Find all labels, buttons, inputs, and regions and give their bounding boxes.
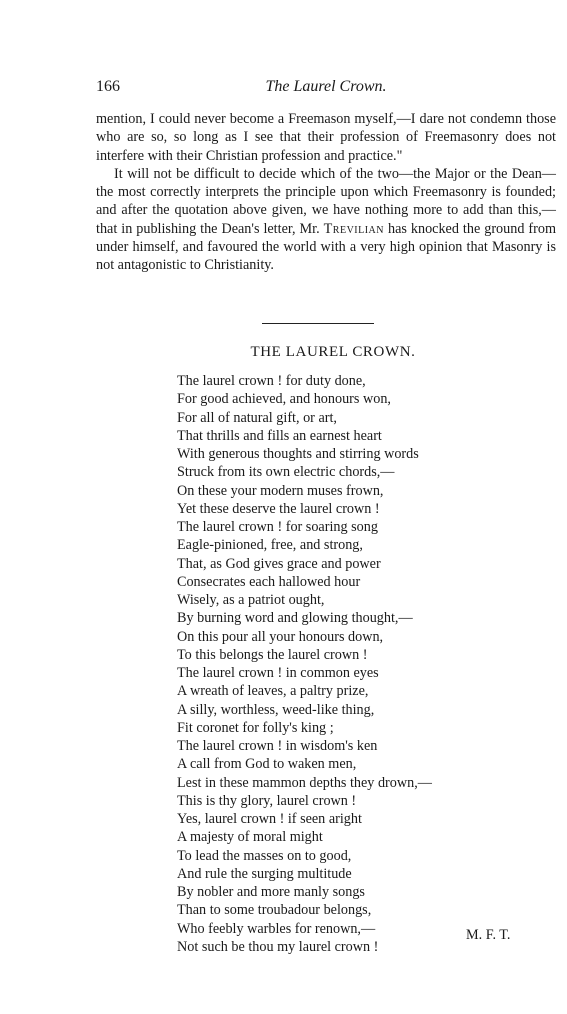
paragraph-continuation: mention, I could never become a Freemason myself,—I dare not condemn those who are so, so long as I see that their profession of Freemasonry does not interfere with their Christian profession and practice." bbox=[96, 111, 556, 164]
section-divider bbox=[262, 323, 374, 324]
poem-line: To this belongs the laurel crown ! bbox=[177, 646, 368, 663]
poem-signature: M. F. T. bbox=[466, 927, 511, 943]
person-name: Trevilian bbox=[323, 220, 385, 237]
poem-line: The laurel crown ! for duty done, bbox=[177, 373, 366, 389]
poem-line: The laurel crown ! in common eyes bbox=[177, 665, 379, 681]
page-header bbox=[96, 78, 556, 98]
poem-line: A silly, worthless, weed-like thing, bbox=[177, 701, 375, 718]
poem-line: Eagle-pinioned, free, and strong, bbox=[177, 537, 363, 554]
running-title: The Laurel Crown. bbox=[265, 78, 387, 95]
poem-line: A wreath of leaves, a paltry prize, bbox=[177, 683, 369, 700]
poem-line: To lead the masses on to good, bbox=[177, 847, 352, 864]
poem-line: By nobler and more manly songs bbox=[177, 884, 365, 900]
poem-line: Not such be thou my laurel crown ! bbox=[177, 938, 379, 955]
poem-line: On this pour all your honours down, bbox=[177, 628, 384, 645]
poem-title-text: THE LAUREL CROWN. bbox=[250, 344, 416, 360]
poem-line: That thrills and fills an earnest heart bbox=[177, 427, 382, 444]
poem-line: Lest in these mammon depths they drown,— bbox=[177, 774, 432, 791]
poem-line: A majesty of moral might bbox=[177, 829, 323, 846]
poem-line: On these your modern muses frown, bbox=[177, 482, 384, 499]
poem-line: This is thy glory, laurel crown ! bbox=[177, 792, 357, 809]
poem-line: Yet these deserve the laurel crown ! bbox=[177, 500, 380, 517]
poem-line: For all of natural gift, or art, bbox=[177, 409, 337, 426]
poem-line: And rule the surging multitude bbox=[177, 865, 352, 882]
poem-line: Yes, laurel crown ! if seen aright bbox=[177, 811, 362, 827]
poem-line: Wisely, as a patriot ought, bbox=[177, 592, 325, 608]
poem-line: A call from God to waken men, bbox=[177, 756, 357, 773]
poem-line: The laurel crown ! in wisdom's ken bbox=[177, 738, 378, 754]
poem-line: That, as God gives grace and power bbox=[177, 555, 381, 572]
poem-line: By burning word and glowing thought,— bbox=[177, 610, 413, 627]
prose-section bbox=[96, 110, 556, 275]
poem-body bbox=[177, 372, 517, 956]
poem-line: With generous thoughts and stirring words bbox=[177, 446, 419, 462]
poem-line: Who feebly warbles for renown,— bbox=[177, 920, 376, 937]
poem-line: For good achieved, and honours won, bbox=[177, 391, 391, 408]
paragraph-text-start: It will not be difficult to decide which of the two—the Major or the Dean—the most correctly interprets the principle upon which Freemasonry is founded; and after the quotation above given, we have nothing more to add than this,—that in publishing the Dean's letter, Mr. bbox=[96, 165, 556, 237]
paragraph-conclusion bbox=[96, 165, 556, 275]
poem-line: Than to some troubadour belongs, bbox=[177, 902, 372, 919]
poem-line: Consecrates each hallowed hour bbox=[177, 573, 361, 590]
poem-title bbox=[96, 344, 556, 361]
paragraph-text-end: has knocked the ground from under himself, and favoured the world with a very high opinion that Masonry is not antagonistic to Christianity. bbox=[96, 220, 556, 274]
page-number: 166 bbox=[96, 78, 120, 95]
poem-line: The laurel crown ! for soaring song bbox=[177, 519, 378, 535]
poem-line: Struck from its own electric chords,— bbox=[177, 464, 395, 481]
poem-line: Fit coronet for folly's king ; bbox=[177, 719, 334, 736]
